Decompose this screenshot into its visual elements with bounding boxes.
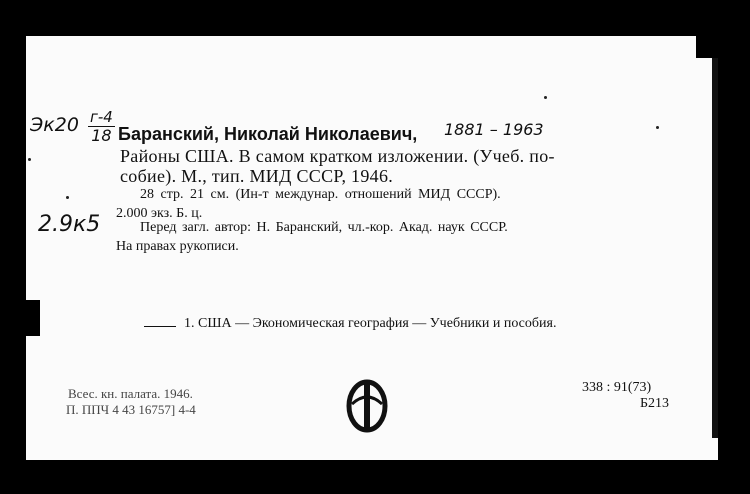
author-sign: Б213 xyxy=(640,396,670,411)
note-rights-line: На правах рукописи. xyxy=(116,239,239,254)
author-heading: Баранский, Николай Николаевич, xyxy=(118,124,418,144)
catalog-card xyxy=(26,36,718,460)
print-run-line: 2.000 экз. Б. ц. xyxy=(116,206,203,221)
shelf-fraction-bottom: 18 xyxy=(91,126,112,145)
speck xyxy=(28,158,31,161)
speck xyxy=(656,126,659,129)
subject-dash xyxy=(144,326,176,327)
author-years: 1881 – 1963 xyxy=(444,120,544,139)
shelf-fraction xyxy=(88,110,115,144)
shelf-mark: Эк20 xyxy=(30,114,79,136)
card-corner xyxy=(696,36,718,58)
classification-number: 338 : 91(73) xyxy=(582,380,652,395)
title-line-2: собие). М., тип. МИД СССР, 1946. xyxy=(120,166,394,186)
shelf-fraction-top: г-4 xyxy=(90,108,113,126)
book-chamber-logo-icon xyxy=(344,376,390,434)
collation-line: 28 стр. 21 см. (Ин-т междунар. отношений МИД СССР). xyxy=(140,187,501,202)
note-author-line: Перед загл. автор: Н. Баранский, чл.-кор. Акад. наук СССР. xyxy=(140,220,508,235)
card-edge xyxy=(712,58,718,438)
title-line-1: Районы США. В самом кратком изложении. (Учеб. по- xyxy=(120,146,555,166)
handwritten-note: 2.9к5 xyxy=(38,212,101,237)
order-imprint: П. ППЧ 4 43 16757] 4-4 xyxy=(66,402,196,417)
speck xyxy=(544,96,547,99)
chamber-imprint: Всес. кн. палата. 1946. xyxy=(68,386,193,401)
card-notch xyxy=(26,300,40,336)
subject-entry: 1. США — Экономическая география — Учебники и пособия. xyxy=(184,316,557,331)
speck xyxy=(66,196,69,199)
